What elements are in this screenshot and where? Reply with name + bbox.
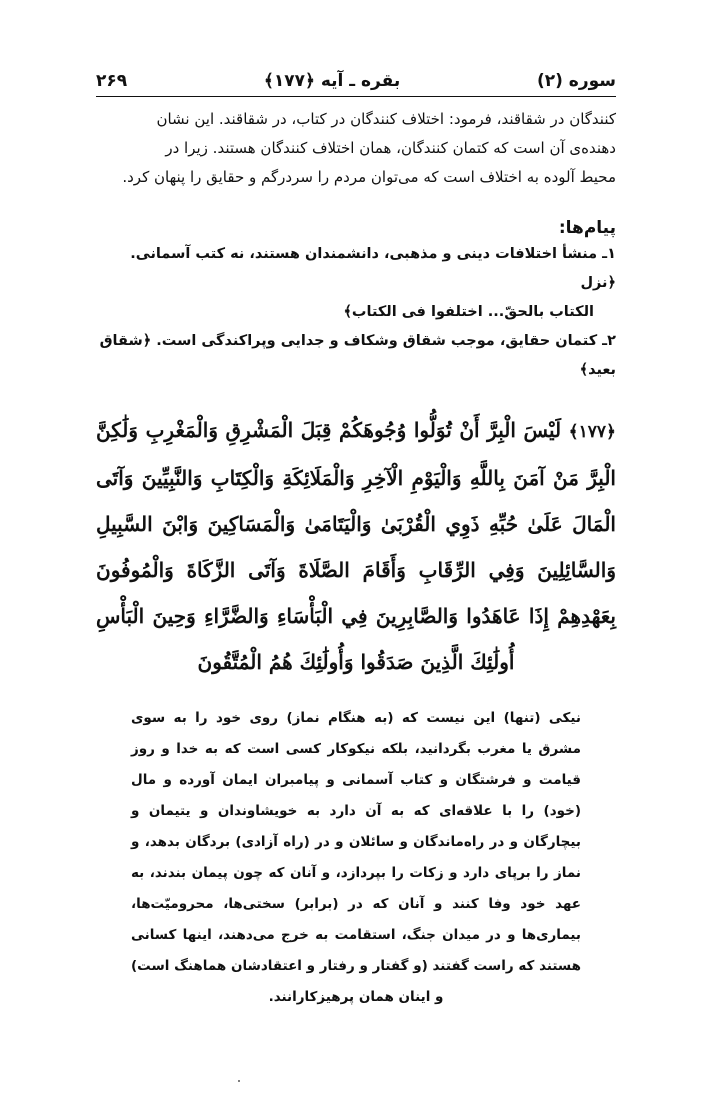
ayah-reference: بقره ـ آیه ﴿۱۷۷﴾ (263, 71, 401, 91)
quran-verse (96, 407, 616, 685)
page-number: ۲۶۹ (96, 71, 128, 91)
intro-paragraph (96, 105, 616, 192)
page-header (96, 70, 616, 94)
header-divider (96, 96, 616, 97)
page (96, 70, 616, 1013)
messages-heading: پیام‌ها: (558, 218, 616, 238)
surah-label: سوره (۲) (536, 71, 616, 91)
verse-translation: نیکی (تنها) این نیست که (به هنگام نماز) روی خود را به سوی مشرق یا مغرب بگردانید، بلکه نیکوکار کسی است که به خدا و روز قیامت و فرشتگان و کتاب آسمانی و پیامبران ایمان آورده و مال (خود) را با علاقه‌ای که به آن دارد به خویشاوندان و یتیمان و بیچارگان و در راه‌ماندگان و سائلان و در (راه آزادی) بردگان بدهد، و نماز را برپای دارد و زکات را بپردازد، و آنان که چون پیمان بندند، به عهد خود وفا کنند و آنان که در (برابر) سختی‌ها، محرومیّت‌ها، بیماری‌ها و در میدان جنگ، استقامت به خرج می‌دهند، اینها کسانی هستند که راست گفتند (و گفتار و رفتار و اعتقادشان هماهنگ است) و اینان همان پرهیزکارانند. (131, 710, 581, 1005)
intro-line: کنندگان در شقاقند، فرمود: اختلاف کنندگان در کتاب، در شقاقند. این نشان (156, 110, 616, 128)
verse-text: لَيْسَ الْبِرَّ أَنْ تُوَلُّوا وُجُوهَكُمْ قِبَلَ الْمَشْرِقِ وَالْمَغْرِبِ وَلَٰكِنَّ الْبِرَّ مَنْ آمَنَ بِاللَّهِ وَالْيَوْمِ الْآخِرِ وَالْمَلَائِكَةِ وَالْكِتَابِ وَالنَّبِيِّينَ وَآتَى الْمَالَ عَلَىٰ حُبِّهِ ذَوِي الْقُرْبَىٰ وَالْيَتَامَىٰ وَالْمَسَاكِينَ وَابْنَ السَّبِيلِ وَالسَّائِلِينَ وَفِي الرِّقَابِ وَأَقَامَ الصَّلَاةَ وَآتَى الزَّكَاةَ وَالْمُوفُونَ بِعَهْدِهِمْ إِذَا عَاهَدُوا وَالصَّابِرِينَ فِي الْبَأْسَاءِ وَالضَّرَّاءِ وَحِينَ الْبَأْسِ أُولَٰئِكَ الَّذِينَ صَدَقُوا وَأُولَٰئِكَ هُمُ الْمُتَّقُونَ (96, 418, 616, 674)
messages-list (96, 240, 616, 385)
page-speck (238, 1080, 240, 1082)
message-item-2: ۲ـ کتمان حقایق، موجب شقاق وشکاف و جدایی وپراکندگی است. ﴿شقاق بعید﴾ (99, 333, 616, 378)
verse-number: ﴿۱۷۷﴾ (568, 422, 616, 442)
message-item-1-continued: الکتاب بالحقّ... اختلفوا فی الکتاب﴾ (343, 304, 594, 320)
message-item-1: ۱ـ منشأ اختلافات دینی و مذهبی، دانشمندان هستند، نه کتب آسمانی. ﴿نزل (130, 246, 616, 291)
intro-line: محیط آلوده به اختلاف است که می‌توان مردم را سردرگم و حقایق را پنهان کرد. (122, 168, 616, 186)
intro-line: دهنده‌ی آن است که کتمان کنندگان، همان اختلاف کنندگان هستند. زیرا در (165, 139, 616, 157)
